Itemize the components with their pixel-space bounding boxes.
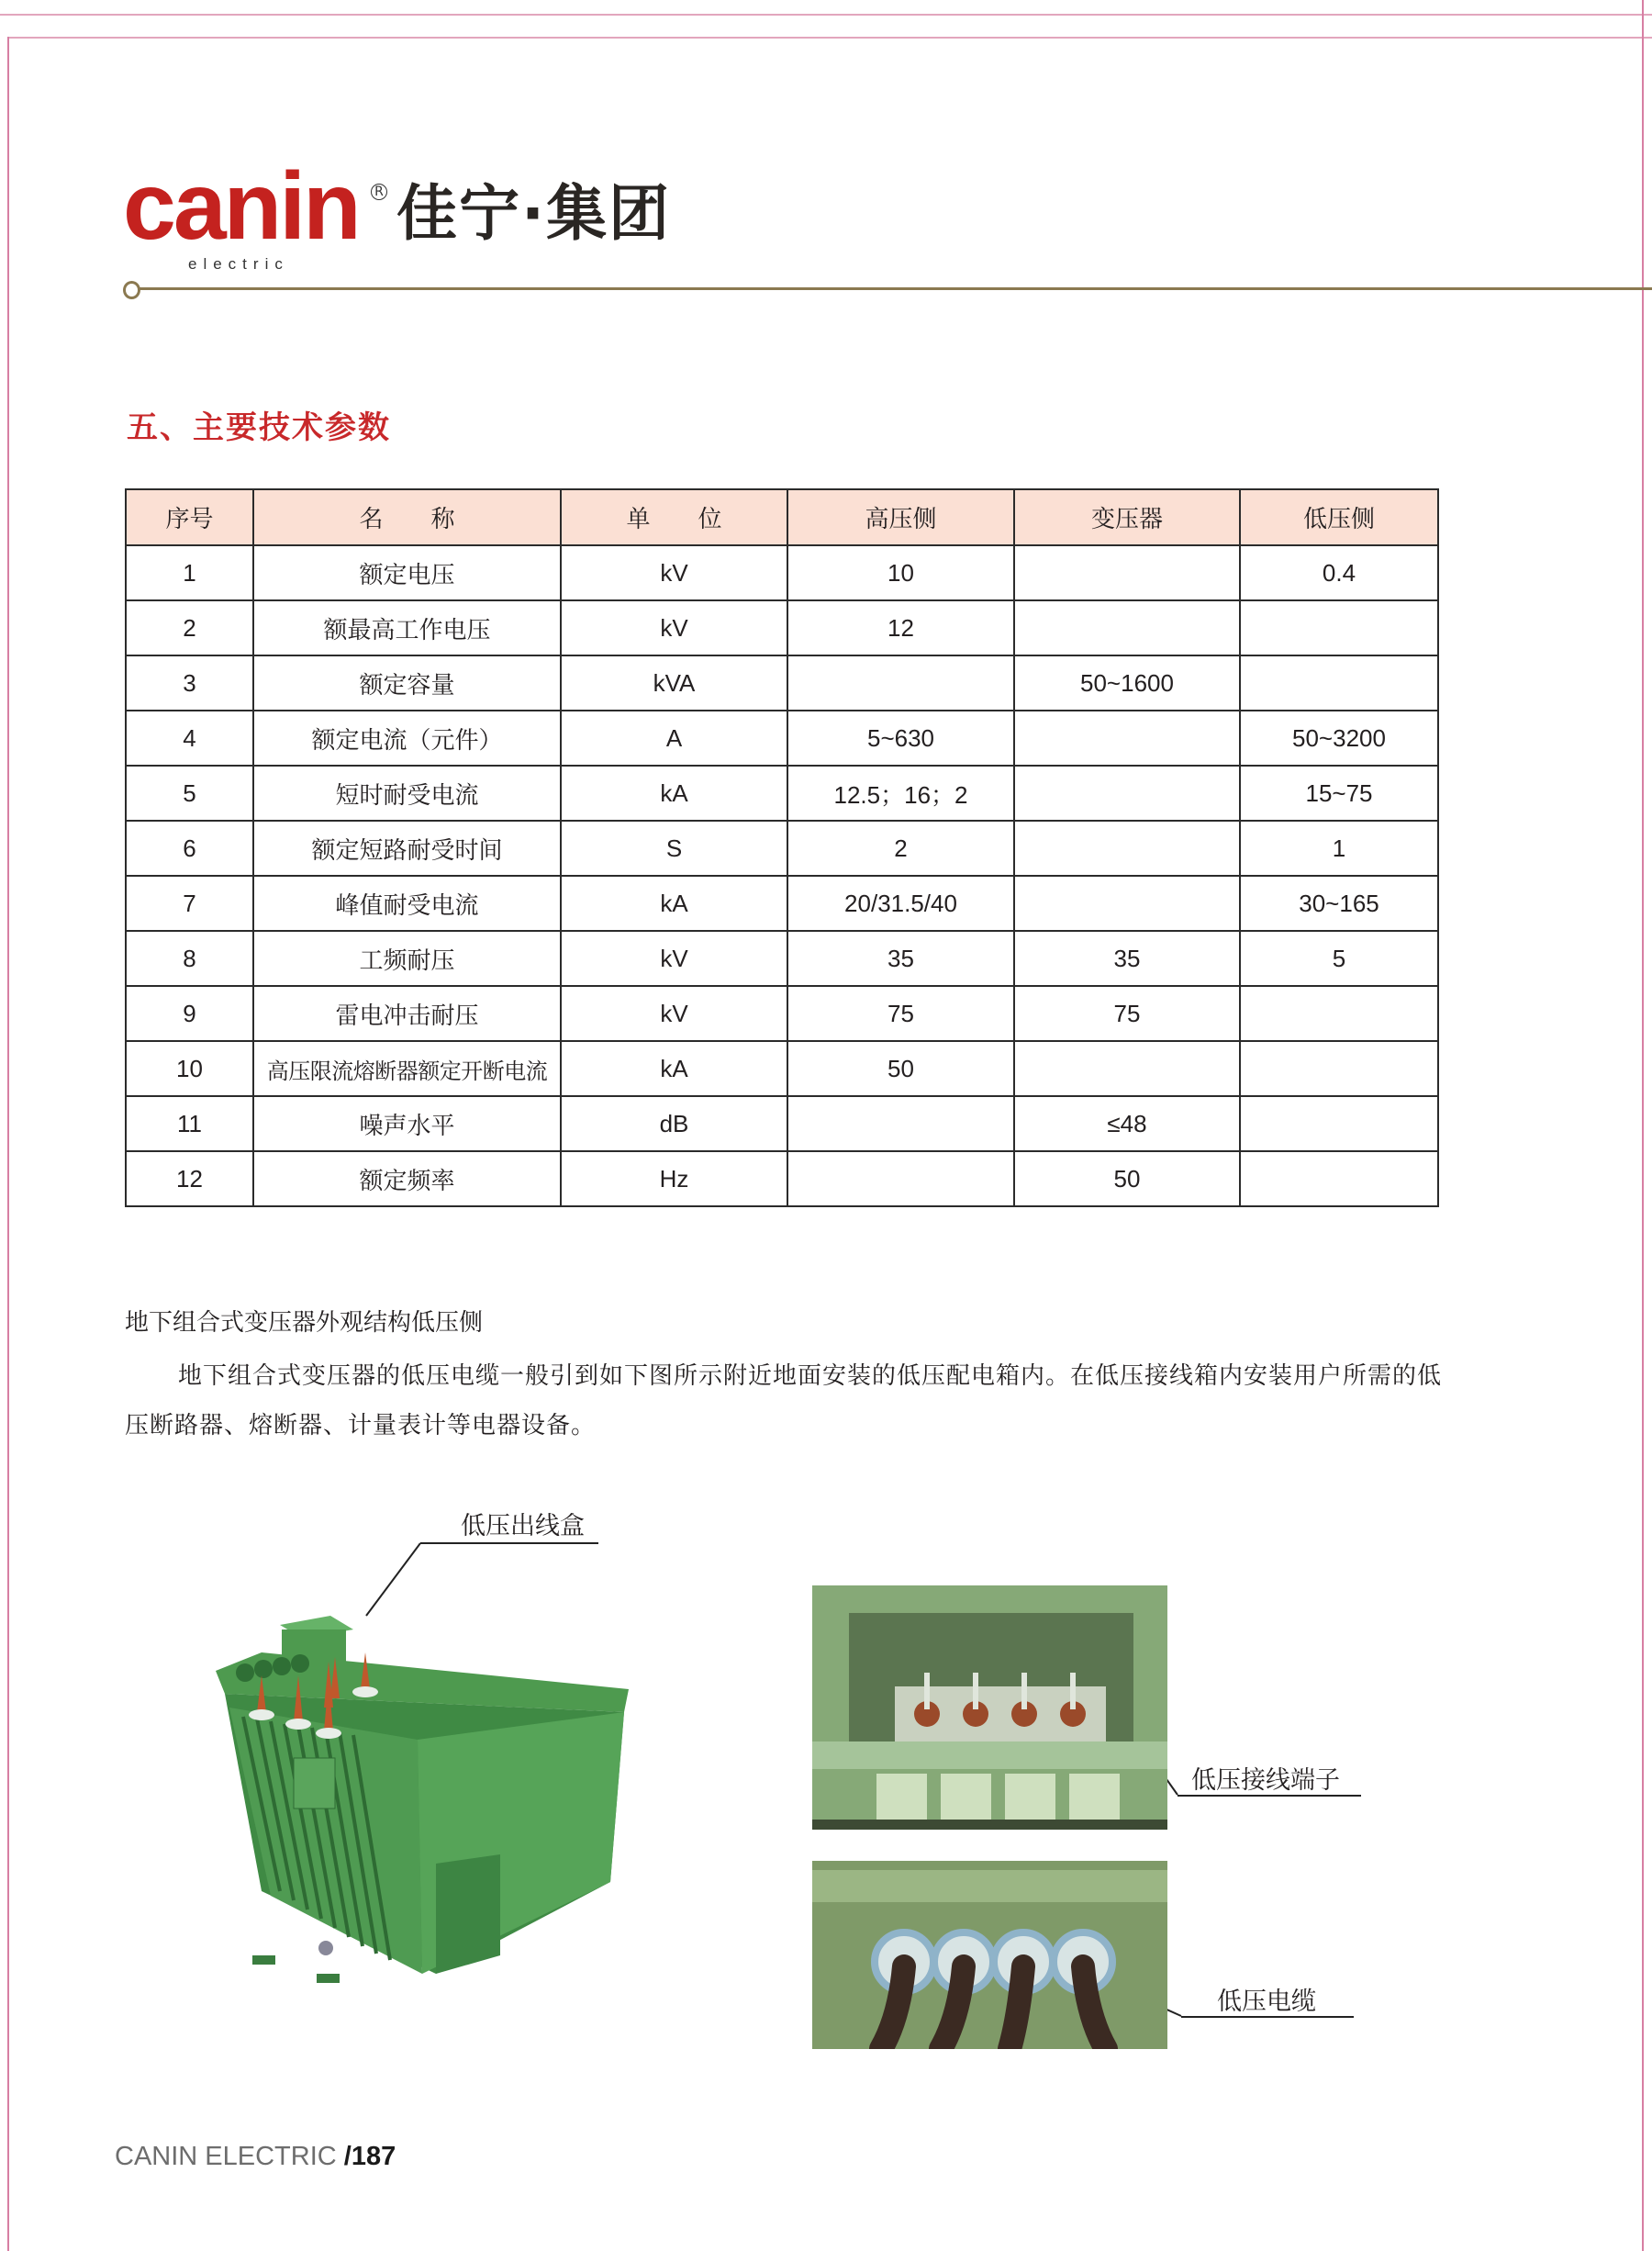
table-cell: kA bbox=[561, 876, 787, 931]
trim-line-right bbox=[1642, 0, 1644, 2251]
table-row bbox=[126, 766, 1438, 821]
table-cell: 额最高工作电压 bbox=[253, 600, 561, 655]
table-cell: kA bbox=[561, 766, 787, 821]
table-cell bbox=[1014, 876, 1240, 931]
table-cell: 1 bbox=[1240, 821, 1438, 876]
table-cell: 11 bbox=[126, 1096, 253, 1151]
table-row bbox=[126, 711, 1438, 766]
logo-brand: canin bbox=[123, 153, 359, 260]
table-cell bbox=[1240, 986, 1438, 1041]
table-cell bbox=[1014, 545, 1240, 600]
column-header: 高压侧 bbox=[787, 489, 1014, 545]
table-cell: kV bbox=[561, 600, 787, 655]
callout-underline bbox=[1181, 2016, 1354, 2018]
table-cell: 50 bbox=[787, 1041, 1014, 1096]
table-row bbox=[126, 986, 1438, 1041]
table-row bbox=[126, 1041, 1438, 1096]
table-header-row bbox=[126, 489, 1438, 545]
table-cell: kV bbox=[561, 986, 787, 1041]
table-cell bbox=[1240, 1151, 1438, 1206]
table-cell: 35 bbox=[1014, 931, 1240, 986]
table-cell: 峰值耐受电流 bbox=[253, 876, 561, 931]
divider-circle-icon bbox=[123, 281, 140, 299]
table-cell: 额定电压 bbox=[253, 545, 561, 600]
logo-chinese: 佳宁·集团 bbox=[396, 178, 672, 249]
table-cell: 4 bbox=[126, 711, 253, 766]
table-cell: 额定电流（元件） bbox=[253, 711, 561, 766]
table-row bbox=[126, 1151, 1438, 1206]
header-divider bbox=[138, 287, 1652, 290]
table-cell bbox=[787, 1151, 1014, 1206]
table-cell: 工频耐压 bbox=[253, 931, 561, 986]
table-cell: 1 bbox=[126, 545, 253, 600]
table-cell bbox=[1240, 1096, 1438, 1151]
table-cell: 额定容量 bbox=[253, 655, 561, 711]
table-cell: 0.4 bbox=[1240, 545, 1438, 600]
table-cell: 30~165 bbox=[1240, 876, 1438, 931]
table-cell bbox=[1014, 1041, 1240, 1096]
column-header: 序号 bbox=[126, 489, 253, 545]
callout-cable: 低压电缆 bbox=[1217, 1988, 1316, 2016]
table-cell: 9 bbox=[126, 986, 253, 1041]
logo-subtitle: electric bbox=[188, 255, 289, 273]
table-cell: 75 bbox=[787, 986, 1014, 1041]
table-cell bbox=[1014, 600, 1240, 655]
table-cell bbox=[1240, 655, 1438, 711]
table-cell: 6 bbox=[126, 821, 253, 876]
table-row bbox=[126, 600, 1438, 655]
table-row bbox=[126, 655, 1438, 711]
column-header: 名 称 bbox=[253, 489, 561, 545]
column-header: 低压侧 bbox=[1240, 489, 1438, 545]
table-cell: 10 bbox=[787, 545, 1014, 600]
table-cell: 额定频率 bbox=[253, 1151, 561, 1206]
table-cell: 额定短路耐受时间 bbox=[253, 821, 561, 876]
table-cell: 12.5；16；2 bbox=[787, 766, 1014, 821]
table-cell: 50 bbox=[1014, 1151, 1240, 1206]
table-cell bbox=[1240, 1041, 1438, 1096]
table-cell: 75 bbox=[1014, 986, 1240, 1041]
table-cell: 7 bbox=[126, 876, 253, 931]
description-paragraph: 地下组合式变压器的低压电缆一般引到如下图所示附近地面安装的低压配电箱内。在低压接线箱内安装用户所需的低压断路器、熔断器、计量表计等电器设备。 bbox=[125, 1362, 1443, 1439]
spec-table bbox=[125, 488, 1439, 1207]
table-cell: kA bbox=[561, 1041, 787, 1096]
table-cell: 2 bbox=[787, 821, 1014, 876]
table-cell bbox=[1014, 821, 1240, 876]
table-cell: 雷电冲击耐压 bbox=[253, 986, 561, 1041]
table-cell: 8 bbox=[126, 931, 253, 986]
table-row bbox=[126, 931, 1438, 986]
table-cell bbox=[1014, 711, 1240, 766]
registered-mark: R bbox=[371, 184, 387, 200]
table-cell: kVA bbox=[561, 655, 787, 711]
table-cell bbox=[787, 1096, 1014, 1151]
footer-separator: / bbox=[343, 2142, 352, 2171]
table-cell bbox=[787, 655, 1014, 711]
callout-terminals: 低压接线端子 bbox=[1191, 1766, 1340, 1795]
callout-underline bbox=[1178, 1795, 1361, 1797]
trim-line-left bbox=[7, 37, 9, 2251]
table-cell: Hz bbox=[561, 1151, 787, 1206]
table-cell: 短时耐受电流 bbox=[253, 766, 561, 821]
table-cell: dB bbox=[561, 1096, 787, 1151]
section-title: 五、主要技术参数 bbox=[127, 409, 391, 446]
table-cell: 20/31.5/40 bbox=[787, 876, 1014, 931]
callout-underline bbox=[420, 1542, 598, 1544]
table-cell: 50~1600 bbox=[1014, 655, 1240, 711]
table-cell: 50~3200 bbox=[1240, 711, 1438, 766]
table-cell: 5 bbox=[1240, 931, 1438, 986]
table-cell bbox=[1014, 766, 1240, 821]
cable-photo bbox=[812, 1861, 1167, 2049]
table-cell: 5 bbox=[126, 766, 253, 821]
table-cell: 噪声水平 bbox=[253, 1096, 561, 1151]
table-row bbox=[126, 545, 1438, 600]
table-cell: kV bbox=[561, 931, 787, 986]
table-cell: 3 bbox=[126, 655, 253, 711]
trim-line-top bbox=[0, 14, 1652, 16]
table-cell: 15~75 bbox=[1240, 766, 1438, 821]
table-cell: 5~630 bbox=[787, 711, 1014, 766]
table-cell: 35 bbox=[787, 931, 1014, 986]
column-header: 变压器 bbox=[1014, 489, 1240, 545]
column-header: 单 位 bbox=[561, 489, 787, 545]
table-cell: 高压限流熔断器额定开断电流 bbox=[253, 1041, 561, 1096]
subheading: 地下组合式变压器外观结构低压侧 bbox=[125, 1309, 484, 1337]
table-cell: 2 bbox=[126, 600, 253, 655]
terminal-box-photo bbox=[812, 1585, 1167, 1830]
transformer-image bbox=[206, 1588, 647, 2020]
table-cell: 12 bbox=[126, 1151, 253, 1206]
table-cell: 10 bbox=[126, 1041, 253, 1096]
table-cell: 12 bbox=[787, 600, 1014, 655]
table-cell: ≤48 bbox=[1014, 1096, 1240, 1151]
table-cell: S bbox=[561, 821, 787, 876]
page-number: 187 bbox=[351, 2142, 396, 2171]
table-cell: kV bbox=[561, 545, 787, 600]
trim-line-top-2 bbox=[7, 37, 1652, 39]
table-row bbox=[126, 876, 1438, 931]
callout-outlet-box: 低压出线盒 bbox=[461, 1512, 585, 1540]
table-row bbox=[126, 1096, 1438, 1151]
table-row bbox=[126, 821, 1438, 876]
footer-brand: CANIN ELECTRIC bbox=[115, 2142, 337, 2171]
page-footer bbox=[115, 2142, 396, 2172]
table-cell bbox=[1240, 600, 1438, 655]
table-cell: A bbox=[561, 711, 787, 766]
